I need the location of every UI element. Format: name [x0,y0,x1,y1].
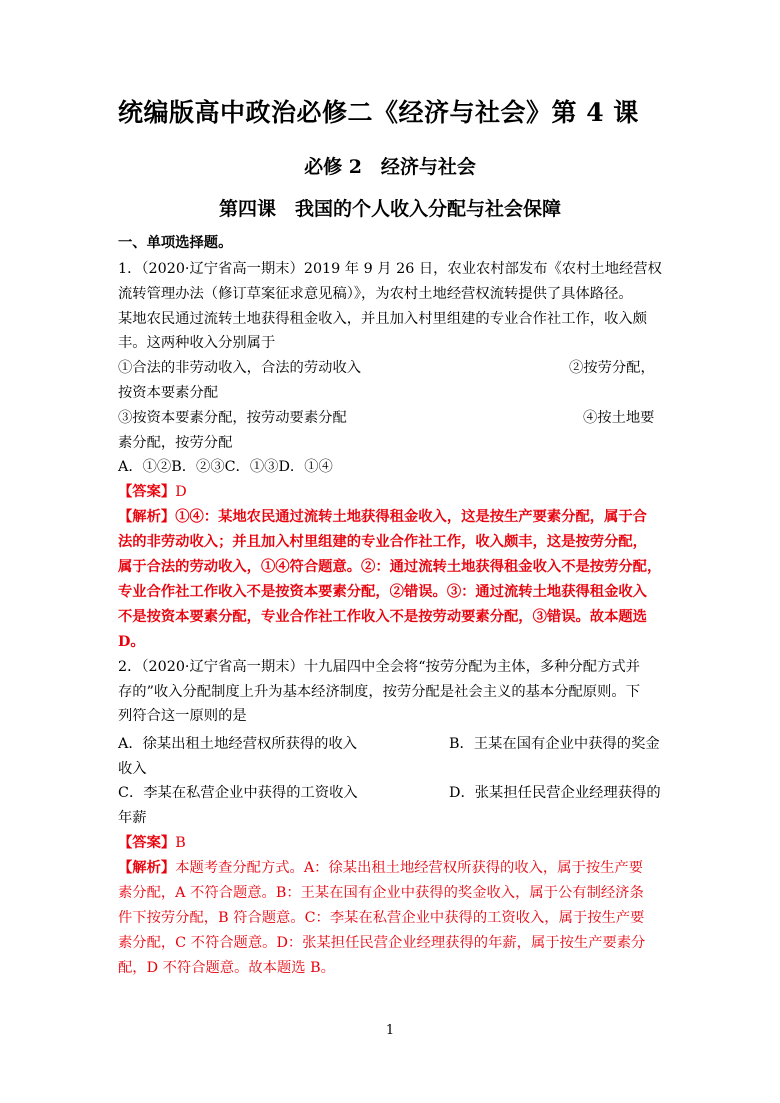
q1-analysis-line-4: 专业合作社工作收入不是按资本要素分配，②错误。③：通过流转土地获得租金收入 [118,584,647,600]
q1-analysis-line-1: 【解析】①④：某地农民通过流转土地获得租金收入，这是按生产要素分配，属于合 [118,509,647,525]
q2-option-a: A．徐某出租土地经营权所获得的收入 [118,736,358,752]
q2-answer-value: B [175,835,186,851]
q1-stem-line-1: 1．（2020·辽宁省高一期末）2019 年 9 月 26 日，农业农村部发布《农村土地经营权 [118,261,662,277]
q1-answer-value: D [175,484,187,500]
q1-answer-label: 【答案】 [118,484,176,500]
q1-option-2-start: ②按劳分配， [569,360,655,376]
q2-stem-line-2: 存的”收入分配制度上升为基本经济制度，按劳分配是社会主义的基本分配原则。下 [118,684,640,700]
q2-stem-line-3: 列符合这一原则的是 [118,708,247,724]
q1-analysis-line-6: D。 [118,634,145,650]
q2-stem-line-1: 2．（2020·辽宁省高一期末）十九届四中全会将“按劳分配为主体，多种分配方式并 [118,659,640,675]
page-number: 1 [385,1023,395,1038]
q1-analysis-label: 【解析】 [118,509,176,525]
q2-analysis-label: 【解析】 [118,860,176,876]
q2-analysis-line-5: 配，D 不符合题意。故本题选 B。 [118,960,335,976]
q1-option-3: ③按资本要素分配，按劳动要素分配 [118,410,347,426]
q1-analysis-line-3: 属于合法的劳动收入，①④符合题意。②：通过流转土地获得租金收入不是按劳分配， [118,559,662,575]
section-heading: 一、单项选择题。 [118,235,233,251]
q1-analysis-line-5: 不是按资本要素分配，专业合作社工作收入不是按劳动要素分配，③错误。故本题选 [118,609,647,625]
q2-analysis-line-1: 【解析】本题考查分配方式。A：徐某出租土地经营权所获得的收入，属于按生产要 [118,860,644,876]
q2-option-b-start: B．王某在国有企业中获得的奖金 [449,736,660,752]
document-subtitle: 必修 2 经济与社会 [304,156,476,178]
q1-answer [118,482,187,502]
lesson-title: 第四课 我国的个人收入分配与社会保障 [218,198,561,220]
q2-analysis-line-4: 素分配，C 不符合题意。D：张某担任民营企业经理获得的年薪，属于按生产要素分 [118,935,646,951]
q1-stem-line-4: 丰。这两种收入分别属于 [118,335,276,351]
document-title: 统编版高中政治必修二《经济与社会》第 4 课 [118,98,639,127]
q2-answer-label: 【答案】 [118,835,176,851]
q1-analysis-line-2: 法的非劳动收入；并且加入村里组建的专业合作社工作，收入颇丰，这是按劳分配， [118,534,647,550]
q2-option-d-start: D．张某担任民营企业经理获得的 [449,785,661,801]
q2-analysis-line-2: 素分配，A 不符合题意。B：王某在国有企业中获得的奖金收入，属于公有制经济条 [118,885,644,901]
q1-option-1: ①合法的非劳动收入，合法的劳动收入 [118,360,362,376]
q1-stem-line-3: 某地农民通过流转土地获得租金收入，并且加入村里组建的专业合作社工作，收入颇 [118,311,647,327]
q2-option-c: C．李某在私营企业中获得的工资收入 [118,785,358,801]
q1-choices: A．①②B．②③C．①③D．①④ [118,459,333,475]
q2-answer [118,833,186,853]
q2-option-d-end: 年薪 [118,810,147,826]
q1-option-2-end: 按资本要素分配 [118,385,219,401]
q1-option-4-start: ④按土地要 [583,410,655,426]
q1-stem-line-2: 流转管理办法（修订草案征求意见稿）》，为农村土地经营权流转提供了具体路径。 [118,286,633,302]
q2-analysis-line-3: 件下按劳分配，B 符合题意。C：李某在私营企业中获得的工资收入，属于按生产要 [118,910,645,926]
q2-option-b-end: 收入 [118,761,147,777]
q1-option-4-end: 素分配，按劳分配 [118,435,233,451]
